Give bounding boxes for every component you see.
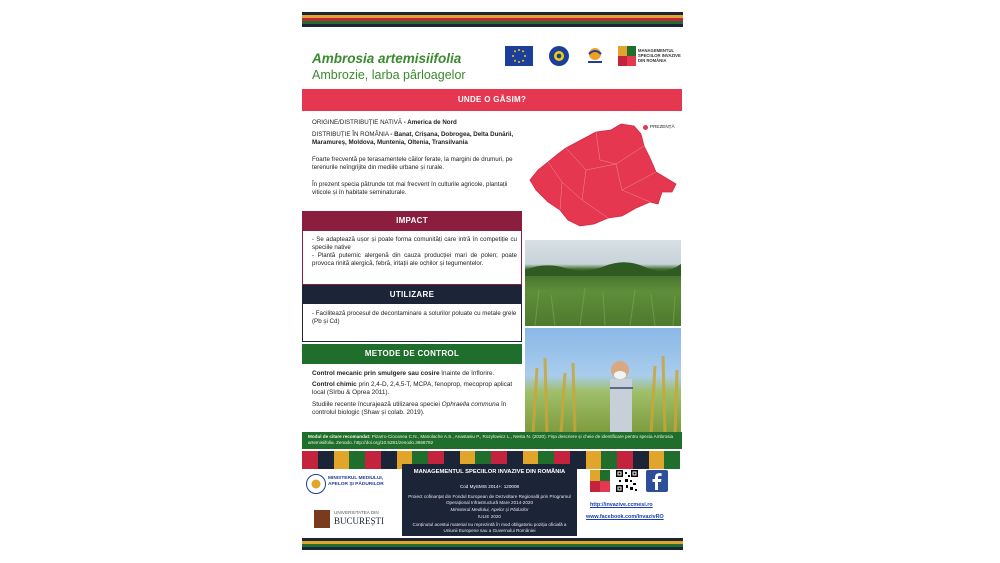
university-small: UNIVERSITATEA DIN	[334, 510, 379, 515]
citation-label: Modul de citare recomandat:	[308, 434, 371, 439]
government-logo	[549, 46, 569, 66]
control-bio-species: Ophraella communa	[441, 401, 500, 408]
eu-flag-logo	[505, 46, 533, 66]
project-title: MANAGEMENTUL SPECIILOR INVAZIVE DIN ROMÂNIA	[413, 469, 566, 475]
poim-logo	[584, 46, 606, 66]
allergy-photo	[525, 328, 681, 434]
project-disclaimer: Conținutul acestui material nu reprezintă în mod obligatoriu poziția oficială a Uniunii Europene sau a Guvernului României	[412, 522, 567, 533]
distribution-value: - Banat, Crișana, Dobrogea, Delta Dunării, Maramureș, Moldova, Muntenia, Oltenia, Transilvania	[312, 131, 514, 146]
use-banner: UTILIZARE	[302, 285, 522, 304]
distribution-line	[312, 131, 522, 146]
citation-text	[308, 434, 676, 445]
website-link[interactable]: http://invazive.ccmesi.ro	[590, 502, 653, 508]
romania-distribution-map	[526, 120, 678, 230]
facebook-link[interactable]: www.facebook.com/InvazivRO	[586, 514, 664, 520]
control-banner: METODE DE CONTROL	[302, 344, 522, 364]
project-beneficiary: Ministerul Mediului, Apelor și Pădurilor	[450, 507, 529, 512]
citation-body: Pizarro-Ciocanea C.N., Manolache A.S., Anastasiu P., Rozylowicz L., Nesta N. (2020). Fișa descriere și cheie de identificare pentru specia Ambrosia artemisiifolia. Zenodo. http://doi.org/10.5281/zenodo.3966792	[308, 434, 674, 445]
where-paragraph-1: Foarte frecventă pe terasamentele căilor ferate, la margini de drumuri, pe terenurile neîngrijite din mediile urbane și rurale.	[312, 156, 513, 171]
university-crest-icon	[314, 510, 330, 528]
control-bio-b: în controlul biologic (Shaw și colab. 2019).	[312, 401, 507, 416]
partner-logo-text: MANAGEMENTUL SPECIILOR INVAZIVE DIN ROMÂNIA	[638, 48, 681, 63]
project-date: IULIE 2020	[478, 514, 501, 519]
project-code: Cod MySMIS 2014+: 120008	[459, 484, 520, 489]
mis-ro-logo	[618, 46, 636, 66]
use-item-1: - Facilitează procesul de decontaminare a solurilor poluate cu metale grele (Pb și Cd)	[312, 310, 517, 325]
control-chemical-rest: prin 2,4-D, 2,4,5-T, MCPA, fenoprop, mecoprop aplicat local (Sîrbu & Oprea 2011).	[312, 381, 513, 396]
common-name: Ambrozie, larba pârloagelor	[312, 68, 466, 82]
top-stripes	[302, 12, 683, 27]
university-big: BUCUREȘTI	[334, 516, 385, 526]
habitat-photo	[525, 240, 681, 326]
where-paragraph-2: În prezent specia pătrunde tot mai frecvent în culturile agricole, plantații viticole și în habitate seminaturale.	[312, 181, 508, 196]
distribution-label: DISTRIBUȚIE ÎN ROMÂNIA	[312, 131, 389, 138]
impact-item-2: - Plantă puternic alergenă din cauza producției mari de polen; poate provoca rinită alergică, febră, iritații ale ochilor și tegumentelor.	[312, 252, 517, 267]
origin-value: - America de Nord	[403, 119, 457, 126]
poster	[300, 8, 685, 554]
control-bio-a: Studiile recente încurajează utilizarea speciei	[312, 401, 442, 408]
ministry-emblem-icon	[306, 474, 326, 494]
impact-item-1: - Se adaptează ușor și poate forma comunități care intră în competiție cu speciile native	[312, 236, 517, 251]
bottom-stripes	[302, 538, 683, 550]
latin-name: Ambrosia artemisiifolia	[312, 51, 462, 66]
mis-ro-small-logo	[590, 470, 610, 492]
control-biological	[312, 401, 517, 416]
origin-label: ORIGINE/DISTRIBUȚIE NATIVĂ	[312, 119, 402, 126]
control-chemical	[312, 381, 517, 396]
ministry-name: MINISTERUL MEDIULUI, APELOR ȘI PĂDURILOR	[328, 476, 384, 487]
control-mechanical-bold: Control mecanic prin smulgere sau cosire	[312, 370, 440, 377]
origin-line	[312, 119, 522, 127]
legend-dot	[643, 125, 648, 130]
legend-label: PREZENȚĂ	[650, 124, 675, 129]
project-funding: Proiect cofinanțat din Fondul European de Dezvoltare Regională prin Programul Operațional Infrastructură Mare 2014-2020	[408, 494, 571, 505]
control-chemical-bold: Control chimic	[312, 381, 357, 388]
control-mechanical	[312, 370, 517, 378]
where-banner: UNDE O GĂSIM?	[302, 89, 682, 111]
qr-code-icon[interactable]	[616, 470, 638, 492]
impact-banner: IMPACT	[302, 211, 522, 231]
facebook-icon[interactable]	[646, 470, 668, 492]
control-mechanical-rest: înainte de înflorire.	[439, 370, 495, 377]
